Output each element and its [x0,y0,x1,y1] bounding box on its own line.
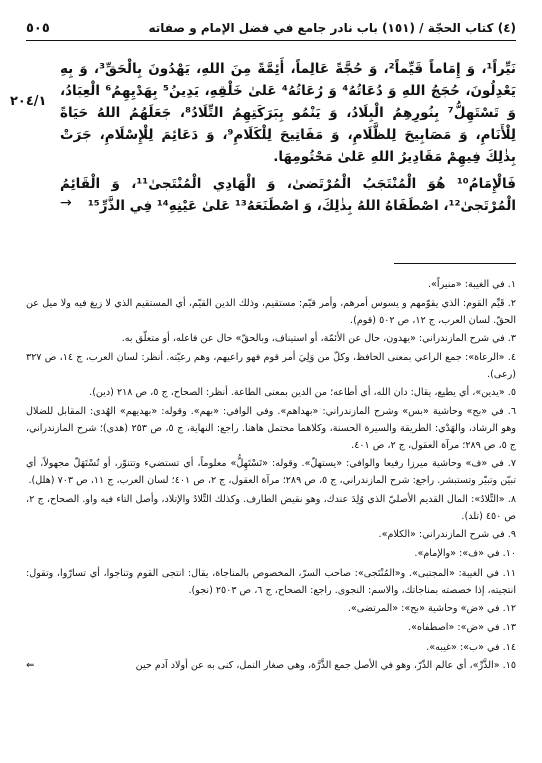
header-rule [26,40,516,41]
footnote: ١. في الغيبة: «منيراً». [428,279,516,290]
page-header [26,16,516,40]
footnote: ١٣. في «ض»: «اصطفاه». [408,621,516,633]
footnote: ٤. «الرعاة»: جمع الراعي بمعنى الحافظ، وكلّ من وَلِيَ أمر قوم فهو راعيهم، وهم رعيّته. أنظر: لسان العرب، ج ١٤، ص ٣٢٧ (رعى). [26,351,516,380]
footnote: ٧. في «ف» وحاشية ميرزا رفيعا والوافي: «يستهلّ». وقوله: «تَسْتَهِلُّ» معلوماً، أي تستضيء وتتنوّر، أو تُسْتَهَلّ مجهولاً، أي تبيّن وتبيّر وتستبشر. راجع: شرح المازندراني، ج ٥، ص ٢٨٩؛ مرآة العقول، ج ٢، ص ٤٠١؛ لسان العرب، ج ١١، ص ٧٠٣ (هلل). [26,458,516,486]
footnote: ١٤. في «ب»: «غيبه». [426,641,516,653]
main-paragraph: فَالْإِمَامُ¹⁰ هُوَ الْمُنْتَجَبُ الْمُرْتَضىٰ، وَ الْهَادِي الْمُنْتَجىٰ¹¹، وَ الْقَائِمُ الْمُرْتَجىٰ¹²، اصْطَفَاهُ اللهُ بِذٰلِكَ، وَ اصْطَنَعَهُ¹³ عَلىٰ عَيْنِهِ¹⁴ فِي الذَّرِّ¹⁵ [60,176,516,214]
footnote: ٥. «يدين»، أي يطيع، يقال: دان الله، أي أطاعه؛ من الدين بمعنى الطاعة. أنظر: الصحاح، ج ٥، ص ٢١٨ (دين). [89,387,516,398]
footnote: ١٥. «الذَّرِّ»، أي عالم الذّرّ، وهو في الأصل جمع الذَّرَّة، وهي صغار النمل، كنى به عن أولاد آدم حين [135,660,516,671]
footnotes [26,276,516,676]
continuation-arrow: → [60,195,72,211]
footnote: ١٠. في «ف»: «والإمام». [414,547,516,559]
footnote: ٦. في «بح» وحاشية «بس» وشرح المازندراني: «بهداهم». وفي الوافي: «بهم». وقوله: «بهديهم» الهُدى: المقابل للضلال وهو الرشاد، والهَدْي: الطريقة والسيرة الحسنة، وكلاهما محتمل هاهنا. راجع: النهاية، ج ٥، ص ٢٥٣ (هدى)؛ شرح المازندراني، ج ٥، ص ٢٨٩؛ مرآة العقول، ج ٢، ص ٤٠١. [26,405,516,451]
footnote: ٣. في شرح المازندراني: «يهدون، حال عن الأئمّة، أو استيناف، وبالحقّ» حال عن فاعله، أو متعلّق به. [121,333,516,344]
page-number: ٥٠٥ [26,20,50,36]
footnote-separator [394,263,516,264]
continuation-mark-icon: ⇐ [26,660,35,671]
footnote-pair [26,526,516,563]
footnote: ١١. في الغيبة: «المجتبى». و«المُنْتَجى»: صاحب السرّ، المخصوص بالمناجاة، يقال: انتجى القوم وتناجوا، أي تسارّوا، وتقول: انتجيته، إذا خصصته بمناجاتك، والاسم: النجوى. راجع: الصحاح، ج ٦، ص ٢٥٠٣ (نجو). [26,567,516,596]
footnote-pair [26,600,516,637]
footnote: ١٢. في «ض» وحاشية «بح»: «المرتضى». [347,603,516,614]
footnote: ٩. في شرح المازندراني: «الكلام». [378,529,516,540]
running-title: (٤) كتاب الحجّة / (١٥١) باب نادر جامع في فضل الإمام و صفاته [148,21,516,35]
footnote: ٢. قَيِّم القوم: الذي يقوّمهم و يسوس أمرهم، وأمر قيّم: مستقيم، وذلك الدين القيّم، أي المستقيم الذي لا زيغ فيه ولا ميل عن الحقّ. لسان العرب، ج ١٢، ص ٥٠٢ (قوم). [26,297,516,326]
main-text [60,58,516,222]
main-paragraph: نَيِّراً¹، وَ إِمَاماً قَيِّماً²، وَ حُجَّةً عَالِماً، أَئِمَّةً مِنَ اللهِ، يَهْدُونَ بِالْحَقِّ³، وَ بِهِ يَعْدِلُونَ، حُجَجُ اللهِ وَ دُعَاتُهُ⁴ وَ رُعَاتُهُ⁴ عَلىٰ خَلْقِهِ، يَدِينُ⁵ بِهَدْيِهِمُ⁶ الْعِبَادُ، وَ تَسْتَهِلُّ⁷ بِنُورِهِمُ الْبِلَادُ، وَ يَنْمُو بِبَرَكَتِهِمُ التِّلَادُ⁸، جَعَلَهُمُ اللهُ حَيَاةً لِلْأَنَامِ، وَ مَصَابِيحَ لِلظَّلَامِ، وَ مَفَاتِيحَ لِلْكَلَامِ⁹، وَ دَعَائِمَ لِلْإِسْلَامِ، جَرَتْ بِذٰلِكَ فِيهِمْ مَقَادِيرُ اللهِ عَلىٰ مَحْتُومِهَا. [60,61,517,165]
footnote: ٨. «التِّلادُ»: المال القديم الأصليّ الذي وُلِدَ عندك، وهو نقيض الطارف. وكذلك التِّلادُ والإتلاد، وأصل التاء فيه واو. الصحاح، ج ٢، ص ٤٥٠ (تلد). [26,493,516,522]
footnote-last [26,657,516,674]
margin-reference: ٢٠٤/١ [10,94,47,109]
